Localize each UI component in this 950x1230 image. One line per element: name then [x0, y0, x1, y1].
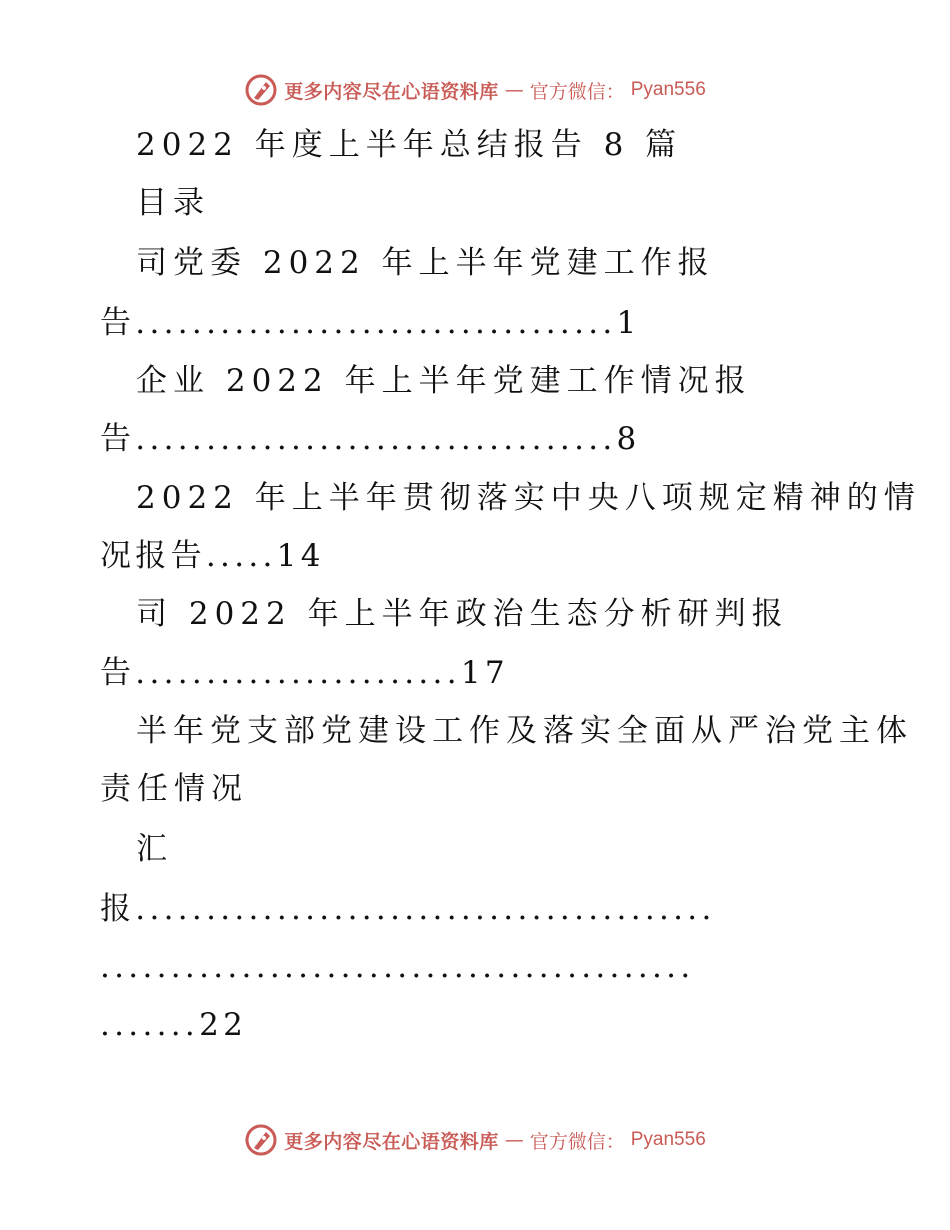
document-title: 2022 年度上半年总结报告 8 篇 [136, 127, 683, 163]
toc-entry-2-line1: 企业 2022 年上半年党建工作情况报 [136, 363, 752, 399]
banner-text: 更多内容尽在心语资料库 [284, 1130, 499, 1153]
banner-text: 更多内容尽在心语资料库 [284, 80, 499, 103]
toc-entry-3-line1: 2022 年上半年贯彻落实中央八项规定精神的情 [136, 480, 921, 516]
banner-separator: — [504, 79, 524, 101]
toc-entry-1-line1: 司党委 2022 年上半年党建工作报 [136, 245, 715, 281]
toc-entry-2-line2: 告..................................8 [100, 421, 641, 457]
toc-entry-5-line3: 汇 [136, 831, 173, 867]
footer-watermark-banner [0, 1120, 950, 1160]
toc-entry-5-line2: 责任情况 [100, 771, 248, 807]
banner-wechat-label: 官方微信： [529, 1130, 625, 1153]
toc-entry-4-line1: 司 2022 年上半年政治生态分析研判报 [136, 596, 789, 632]
banner-separator: — [504, 1129, 524, 1151]
banner-wechat-label: 官方微信： [529, 80, 625, 103]
header-watermark-banner [0, 70, 950, 110]
toc-entry-4-line2: 告.......................17 [100, 655, 509, 691]
toc-heading: 目录 [136, 185, 210, 221]
banner-wechat-id: Pyan556 [630, 1129, 706, 1150]
toc-entry-5-line4: 报......................................... [100, 891, 716, 927]
toc-entry-3-line2: 况报告.....14 [100, 538, 325, 574]
toc-entry-5-line1: 半年党支部党建设工作及落实全面从严治党主体 [136, 713, 913, 749]
toc-entry-5-line6: .......22 [100, 1007, 248, 1043]
toc-entry-5-line5: .......................................... [100, 949, 695, 985]
pen-nib-seal-icon [244, 73, 278, 107]
banner-wechat-id: Pyan556 [630, 79, 706, 100]
pen-nib-seal-icon [244, 1123, 278, 1157]
toc-entry-1-line2: 告..................................1 [100, 305, 641, 341]
